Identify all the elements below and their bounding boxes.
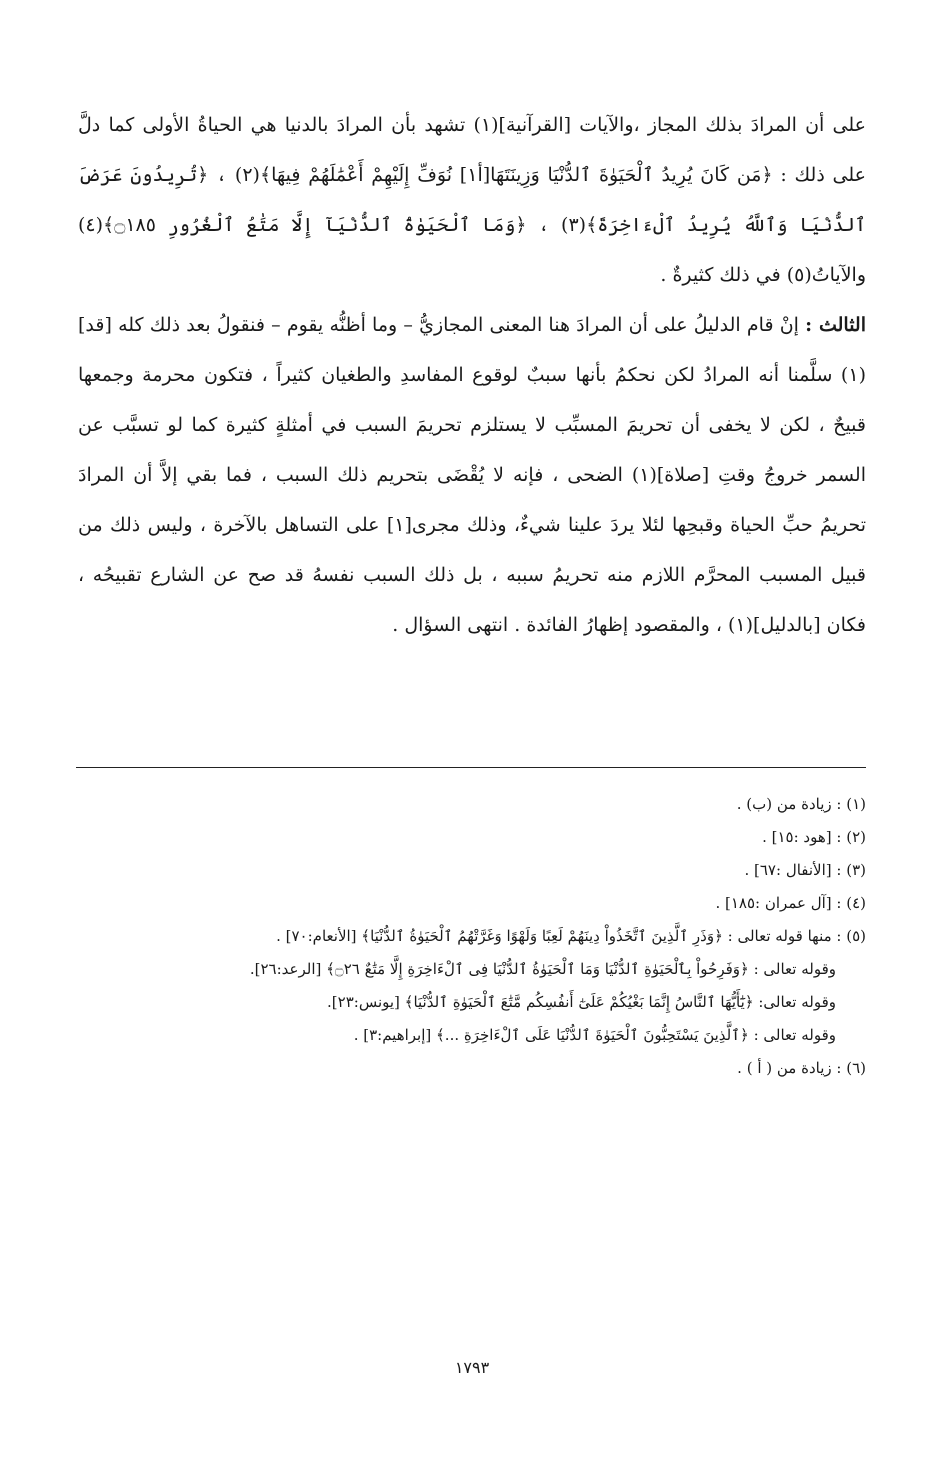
paragraph-2: [78, 300, 866, 650]
footnote-separator: [76, 767, 866, 768]
footnote-5-sub-3: وقوله تعالى : ﴿ٱلَّذِينَ يَسْتَحِبُّونَ ٱلْحَيَوٰةَ ٱلدُّنْيَا عَلَى ٱلْءَاخِرَةِ ...﴾ [إبراهيم:٣] .: [353, 1026, 836, 1044]
paragraph-2-body: إنْ قام الدليلُ على أن المرادَ هنا المعنى المجازيُّ – وما أظنُّه يقوم – فنقولُ بعد ذلك كله [قد](١) سلَّمنا أنه المرادُ لكن نحكمُ بأنها سببٌ لوقوع المفاسدِ والطغيان كثيراً ، فتكون محرمة وجمعها قبيحٌ ، لكن لا يخفى أن تحريمَ المسبِّب لا يستلزم تحريمَ السبب في أمثلةٍ كثيرة كما لو تسبَّب عن السمر خروجُ وقتِ [صلاة](١) الضحى ، فإنه لا يُقْضَى بتحريم ذلك السبب ، فما بقي إلاَّ أن المرادَ تحريمُ حبِّ الحياة وقبحِها لئلا يردَ علينا شيءٌ، وذلك مجرى[١] على التساهل بالآخرة ، وليس ذلك من قبيل المسبب المحرَّم اللازم منه تحريمُ سببه ، بل ذلك السبب نفسهُ قد صح عن الشارع تقبيحُه ، فكان [بالدليل](١) ، والمقصود إظهارُ الفائدة . انتهى السؤال .: [78, 314, 866, 636]
footnote-5-continued-3: [76, 1019, 866, 1052]
footnote-5-sub-1: وقوله تعالى : ﴿وَفَرِحُواْ بِٱلْحَيَوٰةِ ٱلدُّنْيَا وَمَا ٱلْحَيَوٰةُ ٱلدُّنْيَا فِى ٱلْءَاخِرَةِ إِلَّا مَتَٰعٌ ۝٢٦﴾ [الرعد:٢٦].: [249, 960, 836, 978]
footnote-5-continued-1: [76, 953, 866, 986]
page-number: ١٧٩٣: [454, 1358, 490, 1377]
footnote-5-sub-2: وقوله تعالى: ﴿يَٰٓأَيُّهَا ٱلنَّاسُ إِنَّمَا بَغْيُكُمْ عَلَىٰٓ أَنفُسِكُم مَّتَٰعَ ٱلْحَيَوٰةِ ٱلدُّنْيَا﴾ [يونس:٢٣].: [327, 993, 836, 1011]
footnote-5: (٥) : منها قوله تعالى : ﴿وَذَرِ ٱلَّذِينَ ٱتَّخَذُواْ دِينَهُمْ لَعِبًا وَلَهْوًا وَغَرَّتْهُمُ ٱلْحَيَوٰةُ ٱلدُّنْيَا﴾ [الأنعام:٧٠] .: [276, 927, 866, 945]
main-body-text: [78, 100, 866, 650]
footnote-1: (١) : زيادة من (ب) .: [736, 795, 866, 813]
footnote-6: (٦) : زيادة من ( أ ) .: [737, 1059, 866, 1077]
paragraph-2-lead: الثالث :: [805, 314, 866, 336]
footnote-2: (٢) : [هود :١٥] .: [762, 828, 866, 846]
paragraph-1: على أن المرادَ بذلك المجاز ،والآيات [القرآنية](١) تشهد بأن المرادَ بالدنيا هي الحياةُ الأولى كما دلَّ على ذلك : ﴿مَن كَانَ يُرِيدُ ٱلْحَيَوٰةَ ٱلدُّنْيَا وَزِينَتَهَا[أ١] نُوَفِّ إِلَيْهِمْ أَعْمَٰلَهُمْ فِيهَا﴾(٢) ، ﴿تُرِيدُونَ عَرَضَ ٱلدُّنْيَا وَٱللَّهُ يُرِيدُ ٱلْءَاخِرَةَ﴾(٣) ، ﴿وَمَا ٱلْحَيَوٰةُ ٱلدُّنْيَآ إِلَّا مَتَٰعُ ٱلْغُرُورِ ۝١٨٥﴾(٤) والآياتُ(٥) في ذلك كثيرةٌ .: [78, 114, 867, 286]
footnote-3: (٣) : [الأنفال :٦٧] .: [744, 861, 866, 879]
footnotes-list: [76, 788, 866, 1085]
footnote-4: (٤) : [آل عمران :١٨٥] .: [715, 894, 866, 912]
footnote-5-continued-2: [76, 986, 866, 1019]
